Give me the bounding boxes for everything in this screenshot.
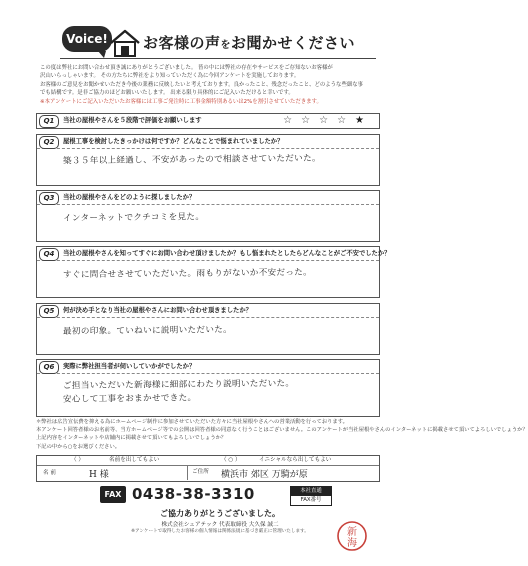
answer-handwritten: 築３５年以上経過し、不安があったので相談させていただいた。 bbox=[62, 153, 321, 167]
intro-discount-note: ※本アンケートにご記入いただいたお客様には工事ご発注時に工事金額特別あるいは2%を割引させていただきます。 bbox=[40, 98, 322, 105]
question-text: 当社の屋根やさんを知ってすぐにお問い合わせ頂けましたか？もし悩まれたとしたらどんなことがご不安でしたか？ bbox=[63, 250, 391, 257]
question-block-q1 bbox=[36, 113, 380, 129]
question-number: Q1 bbox=[39, 115, 59, 128]
initial-permission-label: イニシャルなら出してもよい bbox=[259, 457, 332, 463]
fax-badge-top: 本社直通 bbox=[291, 487, 331, 496]
note-line: 下記の中から○をお選びください。 bbox=[36, 443, 121, 450]
question-header bbox=[37, 135, 379, 149]
intro-line: この度は弊社にお問い合わせ頂き誠にありがとうございました。 皆の中には弊社の存在やサービスをご存知ないお客様が bbox=[40, 65, 333, 71]
page-title bbox=[143, 32, 373, 56]
question-text: 当社の屋根やさんを５段階で評価をお願いします bbox=[63, 117, 202, 124]
answer-handwritten: ご担当いただいた新海様に細部にわたり説明いただいた。 bbox=[62, 378, 295, 392]
house-icon bbox=[108, 28, 142, 58]
intro-line: でも結構です。是非ご協力のほどお願いいたします。 出来る限り具体的にご記入いただけると幸いです。 bbox=[40, 90, 294, 97]
question-text: 何が決め手となり当社の屋根やさんにお問い合わせ頂きましたか？ bbox=[63, 307, 252, 314]
seal-char: 海 bbox=[347, 538, 357, 549]
question-number: Q2 bbox=[39, 136, 59, 149]
note-line: 本アンケート回答者様のお名前等、当方ホームページ等での公開は回答者様の同意なく行うことはございません。このアンケートが当社屋根やさんのインターネットに掲載させて頂いてよろしいでしょうか？ bbox=[36, 427, 528, 434]
fax-badge bbox=[290, 486, 332, 506]
intro-line: 沢山いらっしゃいます。 その方たちに弊社をより知っていただく為に今回アンケートを実施しております。 bbox=[40, 73, 300, 80]
title-main: お客様の声 bbox=[143, 34, 221, 52]
name-permission-mark[interactable]: （ ） bbox=[71, 457, 84, 463]
answer-handwritten: すぐに問合せさせていただいた。雨もりがないか不安だった。 bbox=[62, 267, 313, 281]
seal-char: 新 bbox=[347, 527, 357, 538]
answer-handwritten: インターネットでクチコミを見た。 bbox=[62, 212, 205, 224]
star-icon[interactable]: ☆ bbox=[319, 115, 338, 126]
question-number: Q5 bbox=[39, 305, 59, 318]
fax-badge-bottom: FAX番号 bbox=[300, 496, 322, 503]
thanks-text: ご協力ありがとうございました。 bbox=[160, 509, 280, 518]
question-header bbox=[37, 304, 379, 318]
question-header bbox=[37, 360, 379, 374]
publication-notes bbox=[36, 418, 528, 451]
intro-line: お客様のご意見をお聞かせいただき今後の業務に反映したいと考えております。良かったこと、残念だったこと、どのような些細な事 bbox=[40, 81, 364, 88]
question-block-q5 bbox=[36, 303, 380, 355]
address-row-label: ご住所 bbox=[187, 465, 209, 480]
star-filled-icon[interactable]: ★ bbox=[355, 115, 373, 126]
star-icon[interactable]: ☆ bbox=[337, 115, 356, 126]
question-header bbox=[37, 191, 379, 205]
initial-permission-mark[interactable]: （ ○ ） bbox=[221, 457, 241, 463]
question-text: 実際に弊社担当者が伺いしていかがでしたか？ bbox=[63, 363, 196, 370]
privacy-note: ※アンケートで取得したお客様の個人情報は関係法規に基づき厳正に管理いたします。 bbox=[131, 529, 309, 534]
question-header bbox=[37, 114, 379, 127]
name-value: H 様 bbox=[89, 470, 109, 480]
question-text: 屋根工事を検討したきっかけは何ですか？どんなことで悩まれていましたか？ bbox=[63, 138, 284, 145]
question-number: Q4 bbox=[39, 248, 59, 261]
header-divider bbox=[60, 58, 376, 59]
star-icon[interactable]: ☆ bbox=[301, 115, 320, 126]
fax-section bbox=[100, 485, 332, 505]
question-block-q4 bbox=[36, 246, 391, 298]
address-value: 横浜市 郊区 万騎が原 bbox=[221, 470, 308, 480]
answer-handwritten: 安心して工事をおまかせできた。 bbox=[62, 393, 197, 405]
name-permission-label: 名前を出してもよい bbox=[109, 457, 160, 463]
answer-handwritten: 最初の印象。ていねいに説明いただいた。 bbox=[62, 325, 233, 337]
intro-text bbox=[40, 64, 372, 106]
title-small: を bbox=[220, 40, 232, 51]
question-text: 当社の屋根やさんをどのように探しましたか？ bbox=[63, 194, 196, 201]
question-header bbox=[37, 247, 391, 261]
question-number: Q6 bbox=[39, 361, 59, 374]
fax-icon: FAX bbox=[100, 486, 126, 503]
note-line: 上記内容をインターネットや店舗内に掲載させて頂いてもよろしいでしょうか？ bbox=[36, 435, 227, 442]
question-block-q2 bbox=[36, 134, 380, 186]
star-rating[interactable] bbox=[283, 114, 373, 127]
seal-stamp-icon bbox=[336, 516, 368, 556]
voice-bubble: Voice! bbox=[62, 26, 112, 52]
question-block-q3 bbox=[36, 190, 380, 242]
name-row-label: 名 前 bbox=[43, 470, 56, 476]
company-name: 株式会社シェアテック 代表取締役 大久保 誠二 bbox=[161, 522, 279, 528]
note-line: ＊弊社は広告宣伝費を抑える為にホームページ制作に参加させていただいた方々に当社屋根やさんへの営業活動を行っております。 bbox=[36, 419, 348, 425]
fax-number: 0438-38-3310 bbox=[132, 485, 255, 503]
name-address-table bbox=[36, 455, 380, 482]
question-block-q6 bbox=[36, 359, 380, 417]
title-end: お聞かせください bbox=[231, 34, 356, 52]
question-number: Q3 bbox=[39, 192, 59, 205]
star-icon[interactable]: ☆ bbox=[283, 115, 302, 126]
